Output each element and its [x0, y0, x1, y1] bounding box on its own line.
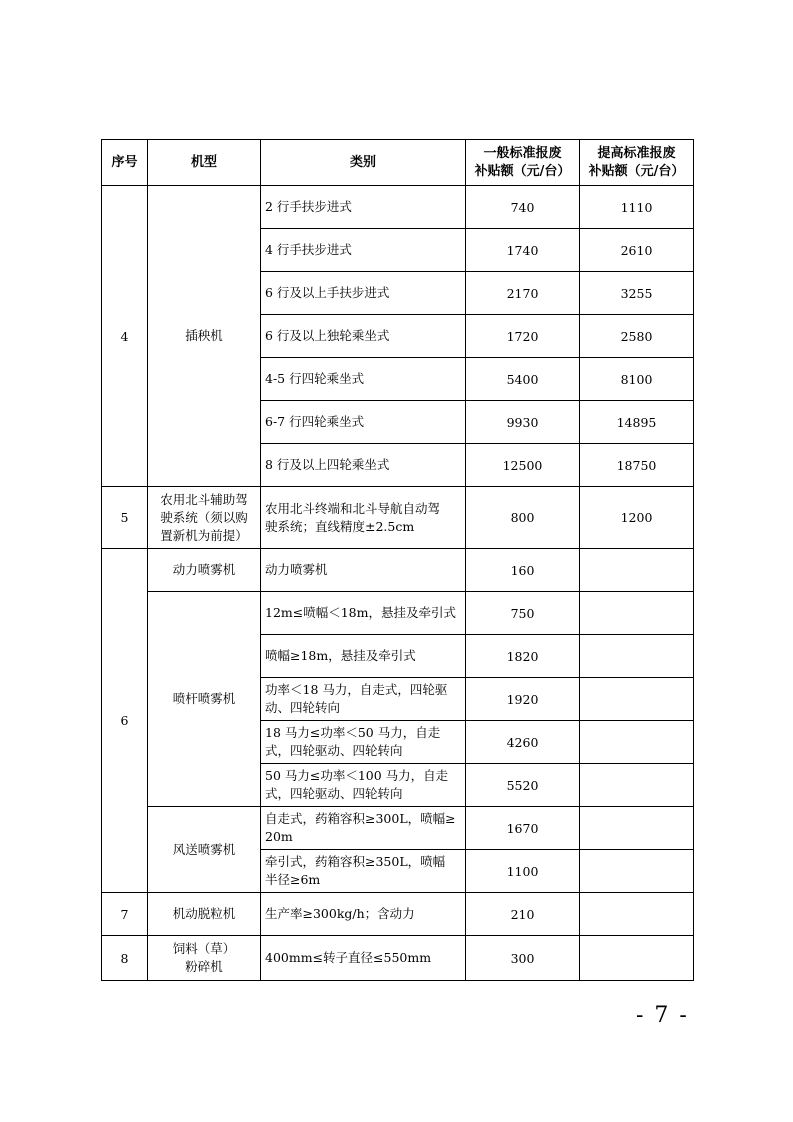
- category-cell: [261, 487, 466, 549]
- table-row: [102, 936, 694, 981]
- general-subsidy-cell: 12500: [466, 444, 580, 487]
- category-line: 18 马力≤功率＜50 马力，自走: [265, 725, 441, 740]
- seq-cell: 5: [102, 487, 148, 549]
- header-raised-line2: 补贴额（元/台）: [588, 163, 685, 179]
- raised-subsidy-cell: 14895: [580, 401, 694, 444]
- machine-line: 驶系统（须以购: [160, 509, 248, 525]
- general-subsidy-cell: 1720: [466, 315, 580, 358]
- header-raised-subsidy: [580, 140, 694, 186]
- general-subsidy-cell: 9930: [466, 401, 580, 444]
- page-number: - 7 -: [636, 1003, 689, 1028]
- category-cell: 8 行及以上四轮乘坐式: [261, 444, 466, 487]
- category-line: 半径≥6m: [265, 872, 321, 887]
- raised-subsidy-cell: [580, 721, 694, 764]
- category-line: 式，四轮驱动、四轮转向: [265, 786, 403, 801]
- seq-cell: 7: [102, 893, 148, 936]
- machine-cell: 机动脱粒机: [148, 893, 261, 936]
- table-row: [102, 186, 694, 229]
- raised-subsidy-cell: 2610: [580, 229, 694, 272]
- general-subsidy-cell: 740: [466, 186, 580, 229]
- category-line: 功率＜18 马力，自走式，四轮驱: [265, 682, 448, 697]
- category-line: 农用北斗终端和北斗导航自动驾: [265, 500, 441, 516]
- table-row: [102, 487, 694, 549]
- raised-subsidy-cell: 2580: [580, 315, 694, 358]
- machine-cell: [148, 487, 261, 549]
- category-cell: 动力喷雾机: [261, 549, 466, 592]
- raised-subsidy-cell: 3255: [580, 272, 694, 315]
- header-seq: 序号: [102, 140, 148, 186]
- category-line: 50 马力≤功率＜100 马力，自走: [265, 768, 449, 783]
- machine-line: 饲料（草）: [172, 941, 236, 956]
- general-subsidy-cell: 1920: [466, 678, 580, 721]
- category-cell: 生产率≥300kg/h；含动力: [261, 893, 466, 936]
- header-general-line1: 一般标准报废: [483, 145, 562, 161]
- raised-subsidy-cell: [580, 893, 694, 936]
- general-subsidy-cell: 5400: [466, 358, 580, 401]
- category-cell: 2 行手扶步进式: [261, 186, 466, 229]
- machine-line: 粉碎机: [185, 959, 223, 974]
- general-subsidy-cell: 750: [466, 592, 580, 635]
- category-cell: 4-5 行四轮乘坐式: [261, 358, 466, 401]
- category-cell: 6 行及以上独轮乘坐式: [261, 315, 466, 358]
- general-subsidy-cell: 1820: [466, 635, 580, 678]
- category-cell: 400mm≤转子直径≤550mm: [261, 936, 466, 981]
- general-subsidy-cell: 1100: [466, 850, 580, 893]
- category-line: 20m: [265, 829, 293, 844]
- table-row: [102, 807, 694, 850]
- seq-cell: 4: [102, 186, 148, 487]
- machine-cell: [148, 936, 261, 981]
- category-line: 自走式，药箱容积≥300L，喷幅≥: [265, 811, 456, 826]
- raised-subsidy-cell: 18750: [580, 444, 694, 487]
- machine-cell: 喷杆喷雾机: [148, 592, 261, 807]
- header-raised-line1: 提高标准报废: [597, 145, 676, 161]
- seq-cell: 8: [102, 936, 148, 981]
- subsidy-table: [101, 139, 694, 981]
- general-subsidy-cell: 800: [466, 487, 580, 549]
- raised-subsidy-cell: 1110: [580, 186, 694, 229]
- machine-line: 农用北斗辅助驾: [160, 491, 248, 507]
- category-line: 式，四轮驱动、四轮转向: [265, 743, 403, 758]
- header-general-line2: 补贴额（元/台）: [474, 163, 571, 179]
- general-subsidy-cell: 210: [466, 893, 580, 936]
- category-cell: [261, 721, 466, 764]
- header-row: [102, 140, 694, 186]
- machine-cell: 风送喷雾机: [148, 807, 261, 893]
- category-line: 牵引式，药箱容积≥350L，喷幅: [265, 854, 446, 869]
- table-row: [102, 592, 694, 635]
- general-subsidy-cell: 2170: [466, 272, 580, 315]
- category-cell: [261, 764, 466, 807]
- seq-cell: 6: [102, 549, 148, 893]
- raised-subsidy-cell: [580, 592, 694, 635]
- general-subsidy-cell: 300: [466, 936, 580, 981]
- general-subsidy-cell: 4260: [466, 721, 580, 764]
- raised-subsidy-cell: [580, 936, 694, 981]
- category-line: 驶系统；直线精度±2.5cm: [265, 518, 415, 534]
- raised-subsidy-cell: 1200: [580, 487, 694, 549]
- header-category: 类别: [261, 140, 466, 186]
- header-machine: 机型: [148, 140, 261, 186]
- table-row: [102, 549, 694, 592]
- machine-cell: 动力喷雾机: [148, 549, 261, 592]
- raised-subsidy-cell: [580, 764, 694, 807]
- machine-line: 置新机为前提）: [160, 527, 248, 543]
- general-subsidy-cell: 1670: [466, 807, 580, 850]
- category-cell: 6 行及以上手扶步进式: [261, 272, 466, 315]
- category-cell: [261, 807, 466, 850]
- category-cell: 喷幅≥18m，悬挂及牵引式: [261, 635, 466, 678]
- raised-subsidy-cell: [580, 807, 694, 850]
- raised-subsidy-cell: 8100: [580, 358, 694, 401]
- category-cell: [261, 850, 466, 893]
- header-general-subsidy: [466, 140, 580, 186]
- raised-subsidy-cell: [580, 850, 694, 893]
- category-cell: 6-7 行四轮乘坐式: [261, 401, 466, 444]
- category-cell: 12m≤喷幅＜18m，悬挂及牵引式: [261, 592, 466, 635]
- raised-subsidy-cell: [580, 549, 694, 592]
- raised-subsidy-cell: [580, 635, 694, 678]
- raised-subsidy-cell: [580, 678, 694, 721]
- category-line: 动、四轮转向: [265, 700, 341, 715]
- general-subsidy-cell: 160: [466, 549, 580, 592]
- general-subsidy-cell: 1740: [466, 229, 580, 272]
- machine-cell: 插秧机: [148, 186, 261, 487]
- category-cell: [261, 678, 466, 721]
- category-cell: 4 行手扶步进式: [261, 229, 466, 272]
- general-subsidy-cell: 5520: [466, 764, 580, 807]
- table-row: [102, 893, 694, 936]
